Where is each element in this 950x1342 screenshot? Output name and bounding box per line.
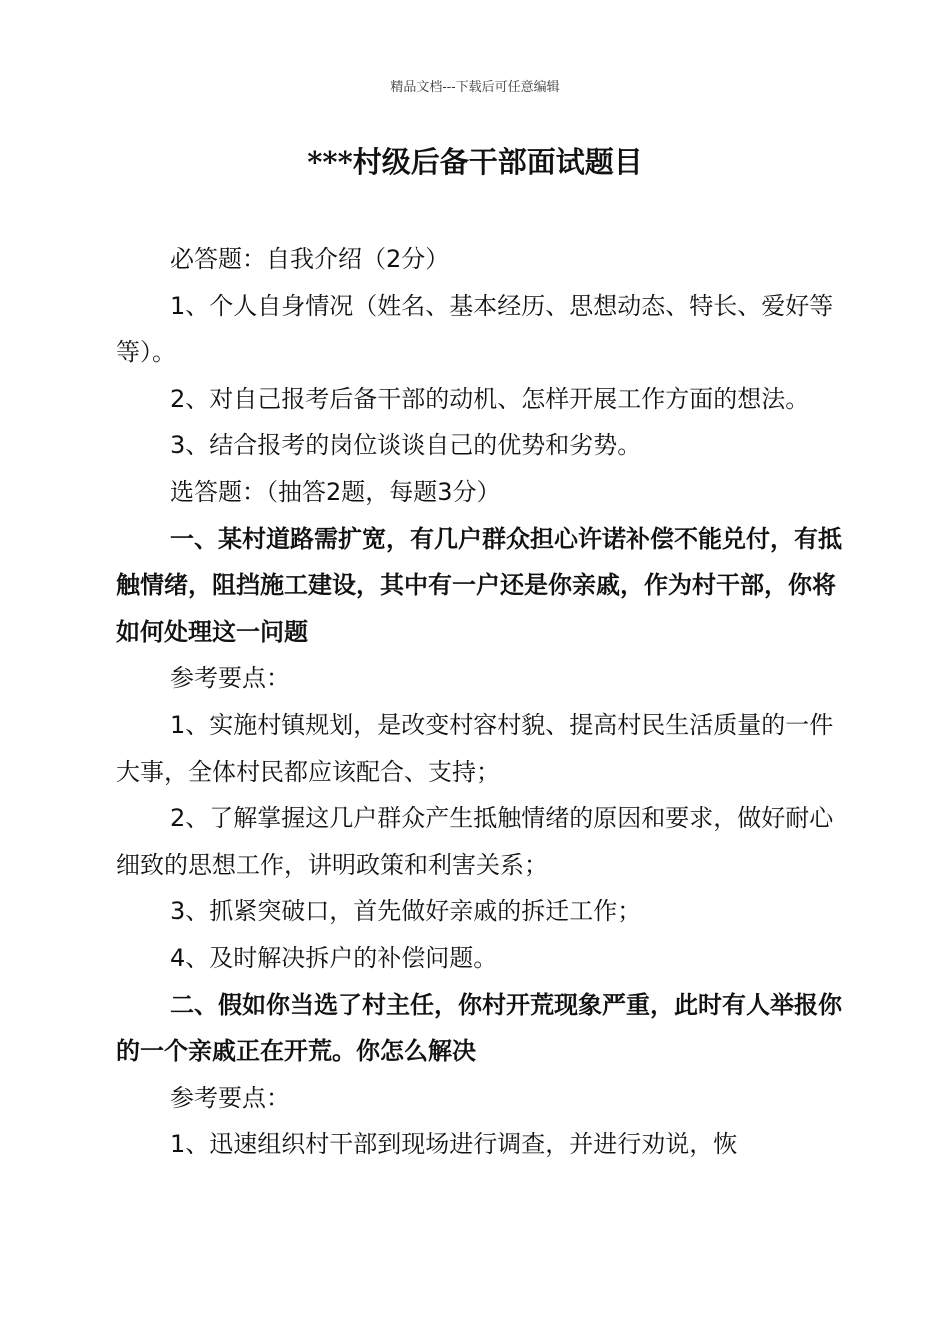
paragraph: 3、结合报考的岗位谈谈自己的优势和劣势。 bbox=[170, 431, 642, 460]
paragraph: 1、实施村镇规划，是改变村容村貌、提高村民生活质量的一件大事，全体村民都应该配合、支持； bbox=[116, 710, 834, 786]
question-heading: 一、某村道路需扩宽，有几户群众担心许诺补偿不能兑付，有抵触情绪，阻挡施工建设，其中有一户还是你亲戚，作为村干部，你将如何处理这一问题 bbox=[116, 524, 842, 646]
paragraph: 1、个人自身情况（姓名、基本经历、思想动态、特长、爱好等等）。 bbox=[116, 291, 834, 367]
paragraph: 必答题：自我介绍（2分） bbox=[170, 245, 450, 273]
paragraph: 4、及时解决拆户的补偿问题。 bbox=[170, 943, 498, 972]
paragraph: 参考要点： bbox=[170, 1083, 290, 1112]
question-heading: 二、假如你当选了村主任，你村开荒现象严重，此时有人举报你的一个亲戚正在开荒。你怎么解决 bbox=[116, 990, 842, 1066]
paragraph: 参考要点： bbox=[170, 664, 290, 693]
paragraph: 2、了解掌握这几户群众产生抵触情绪的原因和要求，做好耐心细致的思想工作，讲明政策和利害关系； bbox=[116, 804, 834, 879]
paragraph: 2、对自己报考后备干部的动机、怎样开展工作方面的想法。 bbox=[170, 384, 810, 413]
header-note: 精品文档---下载后可任意编辑 bbox=[390, 80, 560, 95]
document-body bbox=[116, 236, 846, 1168]
paragraph: 3、抓紧突破口，首先做好亲戚的拆迁工作； bbox=[170, 897, 642, 926]
paragraph: 1、迅速组织村干部到现场进行调查，并进行劝说，恢 bbox=[170, 1130, 738, 1159]
paragraph: 选答题：（抽答2题，每题3分） bbox=[170, 477, 501, 506]
page-title: ***村级后备干部面试题目 bbox=[307, 145, 643, 179]
